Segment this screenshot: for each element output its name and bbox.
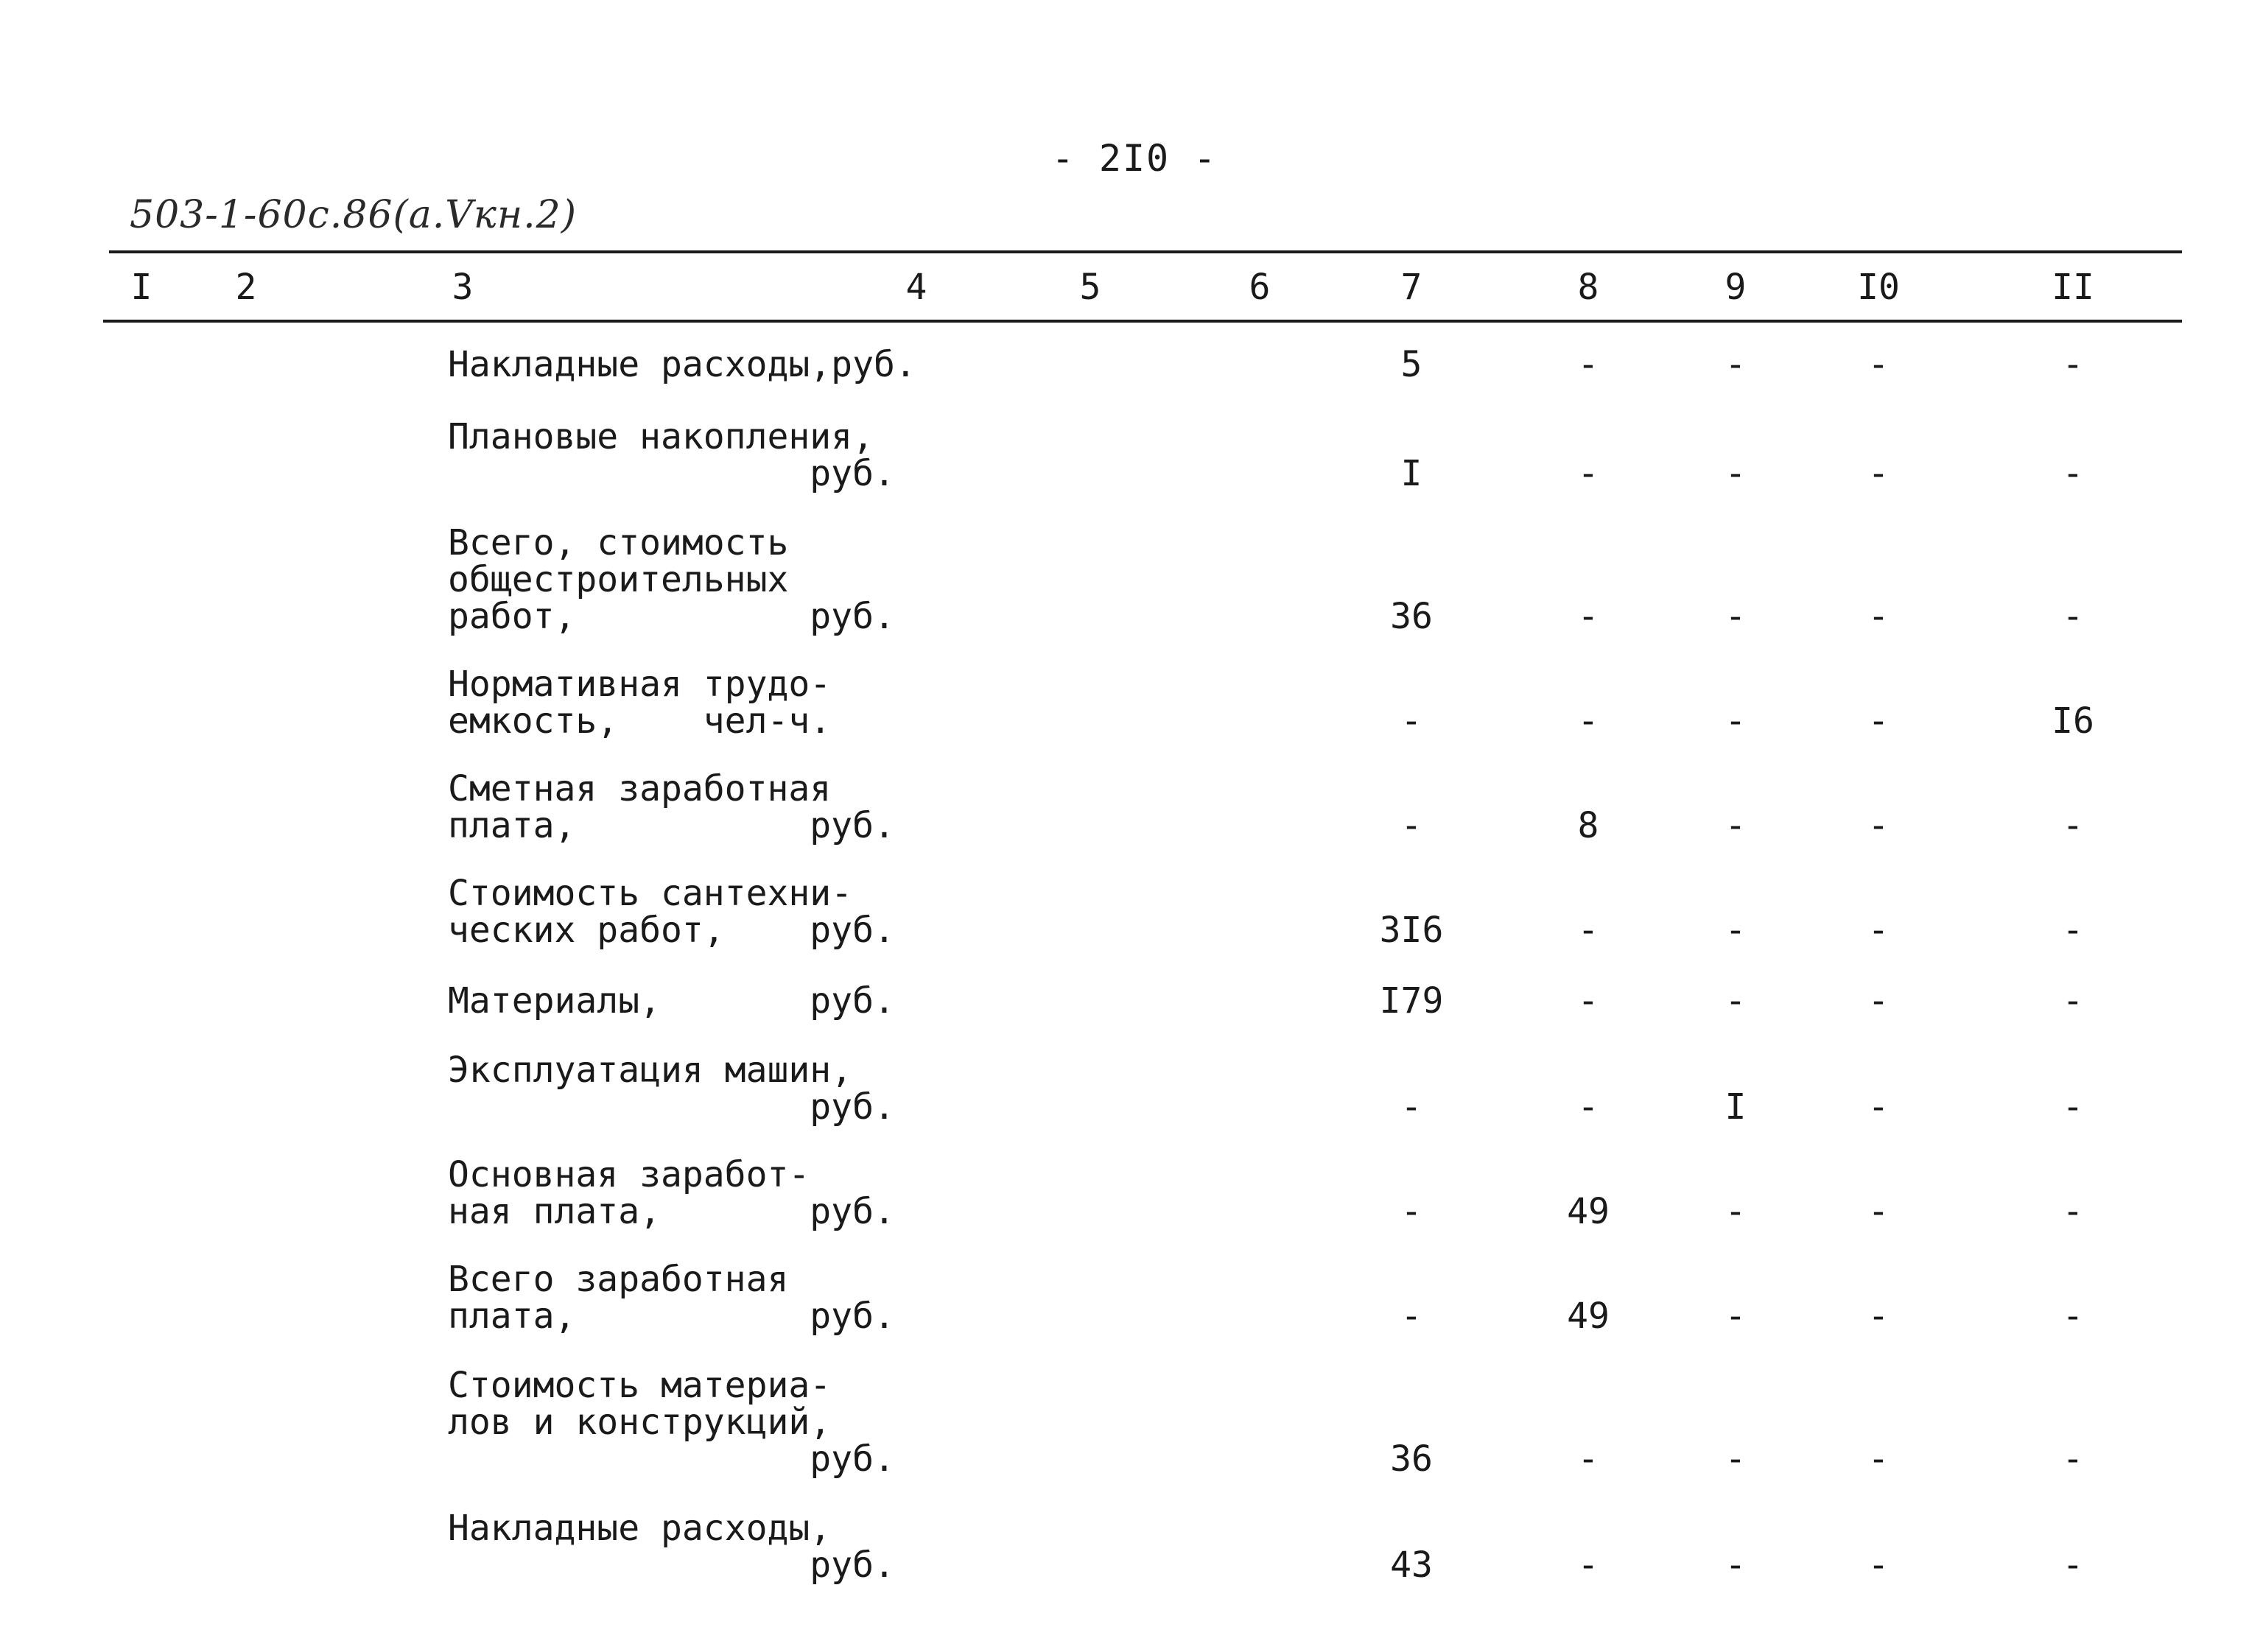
cell-col-9: - (1725, 980, 1747, 1022)
cell-col-10: - (1867, 1438, 1890, 1480)
cell-col-11: - (2062, 1438, 2084, 1480)
cell-col-9: - (1725, 344, 1747, 385)
row-label: Нормативная трудо- емкость, чел-ч. (448, 664, 832, 742)
column-header-7: 7 (1400, 267, 1422, 308)
cell-col-11: - (2062, 453, 2084, 494)
cell-col-11: - (2062, 980, 2084, 1022)
document-code: 503-1-60с.86(а.Vкн.2) (130, 193, 578, 237)
column-header-10: I0 (1857, 267, 1900, 308)
table-top-rule (109, 250, 2182, 253)
row-label: Стоимость материа- лов и конструкций, руб. (448, 1365, 895, 1480)
cell-col-10: - (1867, 910, 1890, 951)
row-label: Стоимость сантехни- ческих работ, руб. (448, 873, 895, 951)
cell-col-7: I79 (1379, 980, 1444, 1022)
cell-col-9: I (1725, 1086, 1747, 1128)
cell-col-8: - (1577, 1086, 1599, 1128)
cell-col-10: - (1867, 1296, 1890, 1337)
cell-col-11: I6 (2052, 700, 2094, 742)
row-label: Накладные расходы,руб. (448, 344, 916, 385)
cell-col-9: - (1725, 1544, 1747, 1586)
column-header-4: 4 (905, 267, 927, 308)
cell-col-9: - (1725, 1191, 1747, 1232)
cell-col-9: - (1725, 453, 1747, 494)
column-header-6: 6 (1249, 267, 1271, 308)
row-label: Плановые накопления, руб. (448, 416, 895, 494)
column-header-9: 9 (1725, 267, 1747, 308)
cell-col-11: - (2062, 596, 2084, 637)
cell-col-8: - (1577, 1544, 1599, 1586)
cell-col-9: - (1725, 596, 1747, 637)
cell-col-11: - (2062, 805, 2084, 846)
column-header-1: I (130, 267, 152, 308)
table-header-rule (103, 320, 2182, 323)
cell-col-7: - (1400, 1296, 1422, 1337)
row-label: Основная заработ- ная плата, руб. (448, 1154, 895, 1232)
column-header-8: 8 (1577, 267, 1599, 308)
cell-col-10: - (1867, 453, 1890, 494)
cell-col-10: - (1867, 1544, 1890, 1586)
cell-col-11: - (2062, 1296, 2084, 1337)
cell-col-9: - (1725, 1296, 1747, 1337)
column-header-5: 5 (1079, 267, 1101, 308)
cell-col-7: - (1400, 805, 1422, 846)
cell-col-8: - (1577, 344, 1599, 385)
column-header-2: 2 (235, 267, 257, 308)
page-number: - 2I0 - (1051, 137, 1218, 180)
row-label: Материалы, руб. (448, 980, 895, 1022)
cell-col-11: - (2062, 1191, 2084, 1232)
cell-col-10: - (1867, 805, 1890, 846)
cell-col-7: I (1400, 453, 1422, 494)
cell-col-10: - (1867, 344, 1890, 385)
cell-col-8: 49 (1567, 1296, 1610, 1337)
cell-col-8: - (1577, 1438, 1599, 1480)
cell-col-9: - (1725, 700, 1747, 742)
cell-col-7: 3I6 (1379, 910, 1444, 951)
cell-col-10: - (1867, 1191, 1890, 1232)
cell-col-7: - (1400, 700, 1422, 742)
cell-col-8: - (1577, 700, 1599, 742)
column-header-3: 3 (452, 267, 474, 308)
cell-col-7: 43 (1390, 1544, 1433, 1586)
cell-col-10: - (1867, 980, 1890, 1022)
column-header-11: II (2052, 267, 2094, 308)
cell-col-8: - (1577, 453, 1599, 494)
cell-col-10: - (1867, 596, 1890, 637)
cell-col-10: - (1867, 700, 1890, 742)
row-label: Эксплуатация машин, руб. (448, 1050, 895, 1128)
cell-col-8: - (1577, 980, 1599, 1022)
cell-col-8: 49 (1567, 1191, 1610, 1232)
cell-col-7: 5 (1400, 344, 1422, 385)
row-label: Накладные расходы, руб. (448, 1508, 895, 1586)
cell-col-11: - (2062, 344, 2084, 385)
cell-col-9: - (1725, 1438, 1747, 1480)
cell-col-9: - (1725, 910, 1747, 951)
cell-col-8: - (1577, 596, 1599, 637)
cell-col-7: 36 (1390, 596, 1433, 637)
row-label: Сметная заработная плата, руб. (448, 768, 895, 846)
row-label: Всего заработная плата, руб. (448, 1259, 895, 1337)
cell-col-10: - (1867, 1086, 1890, 1128)
cell-col-11: - (2062, 1544, 2084, 1586)
cell-col-8: 8 (1577, 805, 1599, 846)
cell-col-11: - (2062, 1086, 2084, 1128)
cell-col-9: - (1725, 805, 1747, 846)
cell-col-7: 36 (1390, 1438, 1433, 1480)
row-label: Всего, стоимость общестроительных работ, руб. (448, 522, 895, 637)
cell-col-11: - (2062, 910, 2084, 951)
cell-col-7: - (1400, 1086, 1422, 1128)
cell-col-8: - (1577, 910, 1599, 951)
cell-col-7: - (1400, 1191, 1422, 1232)
